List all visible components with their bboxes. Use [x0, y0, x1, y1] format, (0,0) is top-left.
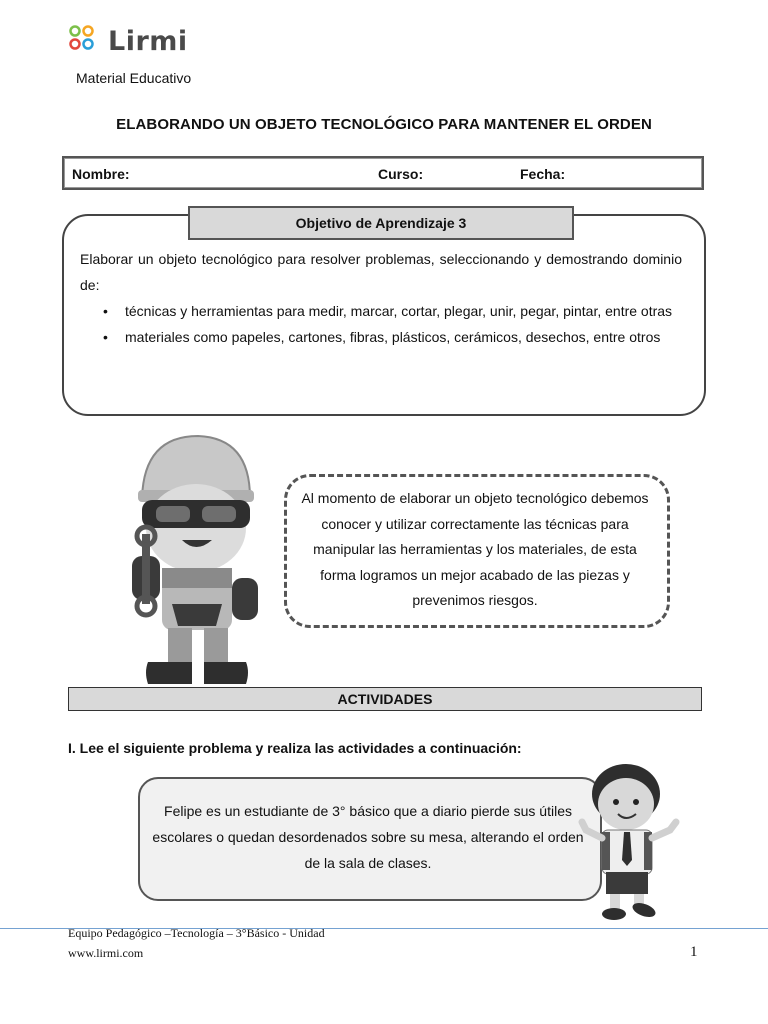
objective-header: Objetivo de Aprendizaje 3 — [188, 206, 574, 240]
nombre-label: Nombre: — [72, 166, 130, 182]
student-boy-icon — [578, 760, 688, 924]
objective-item-text: técnicas y herramientas para medir, marcar, cortar, plegar, unir, pegar, pintar, entre otras — [125, 303, 673, 319]
logo-wordmark: Lirmi — [108, 26, 188, 57]
footer-credit: Equipo Pedagógico –Tecnología – 3°Básico - Unidad — [68, 926, 325, 940]
tip-text: Al momento de elaborar un objeto tecnológico debemos conocer y utilizar correctamente las técnicas para manipular las herramientas y los materiales, de esta forma logramos un mejor acabado de las piezas y prevenimos riesgos. — [301, 490, 649, 608]
fecha-label: Fecha: — [520, 166, 566, 182]
page-title: ELABORANDO UN OBJETO TECNOLÓGICO PARA MANTENER EL ORDEN — [116, 116, 652, 133]
student-info-bar — [62, 156, 704, 190]
activity-instruction: I. Lee el siguiente problema y realiza las actividades a continuación: — [68, 740, 522, 756]
list-item — [80, 298, 682, 324]
objective-list — [80, 298, 682, 350]
bullet-icon: • — [103, 303, 108, 319]
activities-header: ACTIVIDADES — [68, 687, 702, 711]
footer-website: www.lirmi.com — [68, 946, 144, 960]
story-text: Felipe es un estudiante de 3° básico que a diario pierde sus útiles escolares o quedan desordenados sobre su mesa, alterando el orden de la sala de clases. — [152, 803, 584, 871]
curso-label: Curso: — [378, 166, 424, 182]
objective-item-text: materiales como papeles, cartones, fibras, plásticos, cerámicos, desechos, entre otros — [125, 329, 661, 345]
objective-intro: Elaborar un objeto tecnológico para resolver problemas, seleccionando y demostrando dominio de: — [80, 251, 682, 293]
page-number: 1 — [690, 944, 698, 960]
material-label: Material Educativo — [76, 70, 192, 86]
bullet-icon: • — [103, 329, 108, 345]
list-item — [80, 324, 682, 350]
worker-boy-icon — [100, 428, 268, 690]
